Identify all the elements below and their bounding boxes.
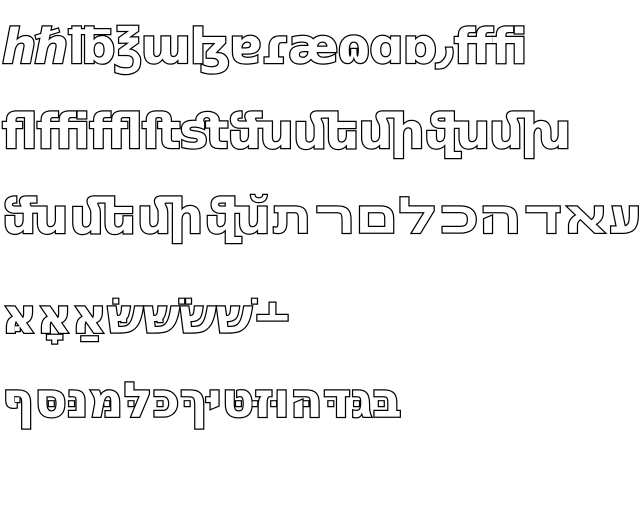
specimen-line-4: ﬩שׁשׂשּׁשּׂאַאָאּ (2, 289, 293, 345)
specimen-line-5: בּגּדּהּוּזּטּיּךּכּלּמּנּסּףּ (2, 373, 402, 429)
specimen-line-3: ﬓﬔﬕﬖ̆ﬠﬡﬢﬣﬤﬥﬦﬧﬨ (2, 189, 642, 245)
specimen-line-1: ℎℏ℔℥ɯɮɐɾæɷɑɒ٫ﬀﬁ (2, 19, 527, 75)
specimen-line-2: ﬂﬃﬄﬅﬆﬓﬔﬕﬖﬗ (2, 104, 571, 160)
